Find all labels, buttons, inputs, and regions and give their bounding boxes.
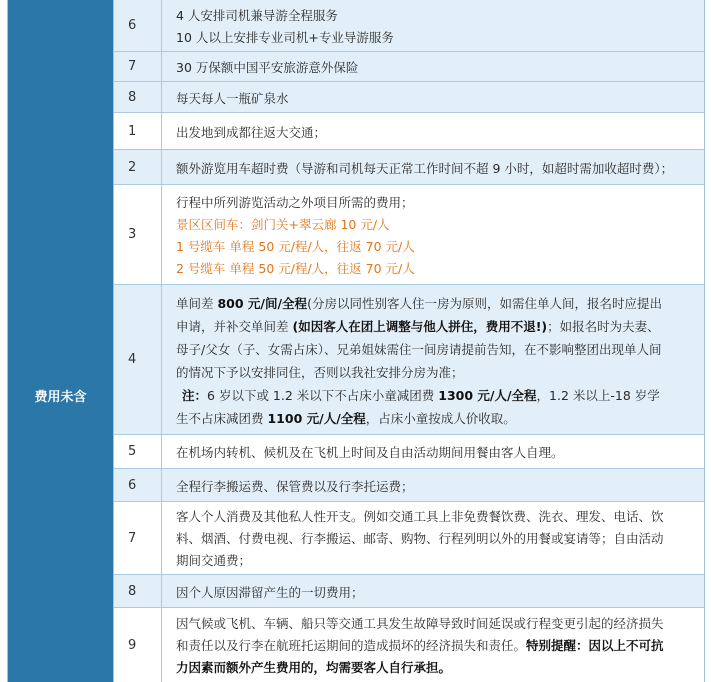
row-line-highlight: 1 号缆车 单程 50 元/程/人，往返 70 元/人 (176, 238, 415, 254)
row-number: 3 (114, 185, 162, 284)
row-number: 8 (114, 575, 162, 607)
row-content (162, 185, 704, 284)
row-content (162, 435, 704, 468)
row-content (162, 575, 704, 607)
row-number: 7 (114, 52, 162, 81)
row-line: 因气候或飞机、车辆、船只等交通工具发生故障导致时间延误或行程变更引起的经济损失 (176, 616, 664, 631)
table-row (114, 113, 704, 150)
table-row (114, 435, 704, 469)
table-row (114, 575, 704, 608)
table-row (114, 0, 704, 52)
table-row (114, 502, 704, 575)
row-content (162, 502, 704, 574)
table-row (114, 82, 704, 113)
row-line: 行程中所列游览活动之外项目所需的费用； (176, 194, 414, 210)
row-number: 8 (114, 82, 162, 112)
row-number: 1 (114, 113, 162, 149)
included-section-column (8, 0, 114, 113)
row-number: 5 (114, 435, 162, 468)
row-number: 9 (114, 608, 162, 682)
row-line: 生不占床减团费 1100 元/人/全程，占床小童按成人价收取。 (176, 410, 516, 426)
fee-table (7, 0, 705, 682)
row-line: 额外游览用车超时费（导游和司机每天正常工作时间不超 9 小时，如超时需加收超时费）； (176, 160, 674, 176)
row-line: 全程行李搬运费、保管费以及行李托运费； (176, 478, 414, 494)
row-line: 在机场内转机、候机及在飞机上时间及自由活动期间用餐由客人自理。 (176, 445, 564, 460)
table-row (114, 285, 704, 435)
row-line: 申请，并补交单间差 (如因客人在团上调整与他人拼住，费用不退!)；如报名时为夫妻、 (176, 318, 660, 334)
excluded-section-label: 费用未含 (34, 390, 87, 405)
row-line-highlight: 2 号缆车 单程 50 元/程/人，往返 70 元/人 (176, 260, 415, 276)
row-line: 期间交通费； (176, 553, 252, 568)
table-row (114, 185, 704, 285)
row-number: 2 (114, 150, 162, 184)
row-line: 和责任以及行李在航班托运期间的造成损坏的经济损失和责任。特别提醒：因以上不可抗 (176, 638, 664, 653)
row-content (162, 52, 704, 81)
row-line: 因个人原因滞留产生的一切费用； (176, 584, 364, 600)
row-line: 每天每人一瓶矿泉水 (176, 90, 289, 106)
row-content (162, 113, 704, 149)
row-content (162, 469, 704, 501)
row-line: 单间差 800 元/间/全程(分房以同性别客人住一房为原则，如需住单人间，报名时应提出 (176, 295, 662, 311)
row-line: 出发地到成都往返大交通； (176, 124, 327, 140)
row-line: 母子/父女（子、女需占床）、兄弟姐妹需住一间房请提前告知，在不影响整团出现单人间 (176, 341, 662, 357)
row-number: 6 (114, 0, 162, 51)
row-line: 注：6 岁以下或 1.2 米以下不占床小童减团费 1300 元/人/全程，1.2 米以上-18 岁学 (182, 387, 660, 403)
row-line: 的情况下予以安排同住，否则以我社安排分房为准； (176, 364, 464, 380)
row-line: 料、烟酒、付费电视、行李搬运、邮寄、购物、行程列明以外的用餐或宴请等；自由活动 (176, 531, 664, 546)
row-line: 力因素而额外产生费用的，均需要客人自行承担。 (176, 660, 452, 675)
row-content (162, 150, 704, 184)
table-row (114, 469, 704, 502)
row-line: 10 人以上安排专业司机+专业导游服务 (176, 29, 394, 45)
row-line-highlight: 景区区间车：剑门关+翠云廊 10 元/人 (176, 216, 390, 232)
row-number: 6 (114, 469, 162, 501)
table-row (114, 52, 704, 82)
row-content (162, 0, 704, 51)
row-number: 4 (114, 285, 162, 434)
table-row (114, 608, 704, 682)
row-content (162, 608, 704, 682)
row-line: 4 人安排司机兼导游全程服务 (176, 7, 338, 23)
row-line: 客人个人消费及其他私人性开支。例如交通工具上非免费餐饮费、洗衣、理发、电话、饮 (176, 509, 664, 524)
row-content (162, 82, 704, 112)
excluded-section-column (8, 113, 114, 682)
row-line: 30 万保额中国平安旅游意外保险 (176, 60, 359, 75)
table-row (114, 150, 704, 185)
row-content (162, 285, 704, 434)
row-number: 7 (114, 502, 162, 574)
